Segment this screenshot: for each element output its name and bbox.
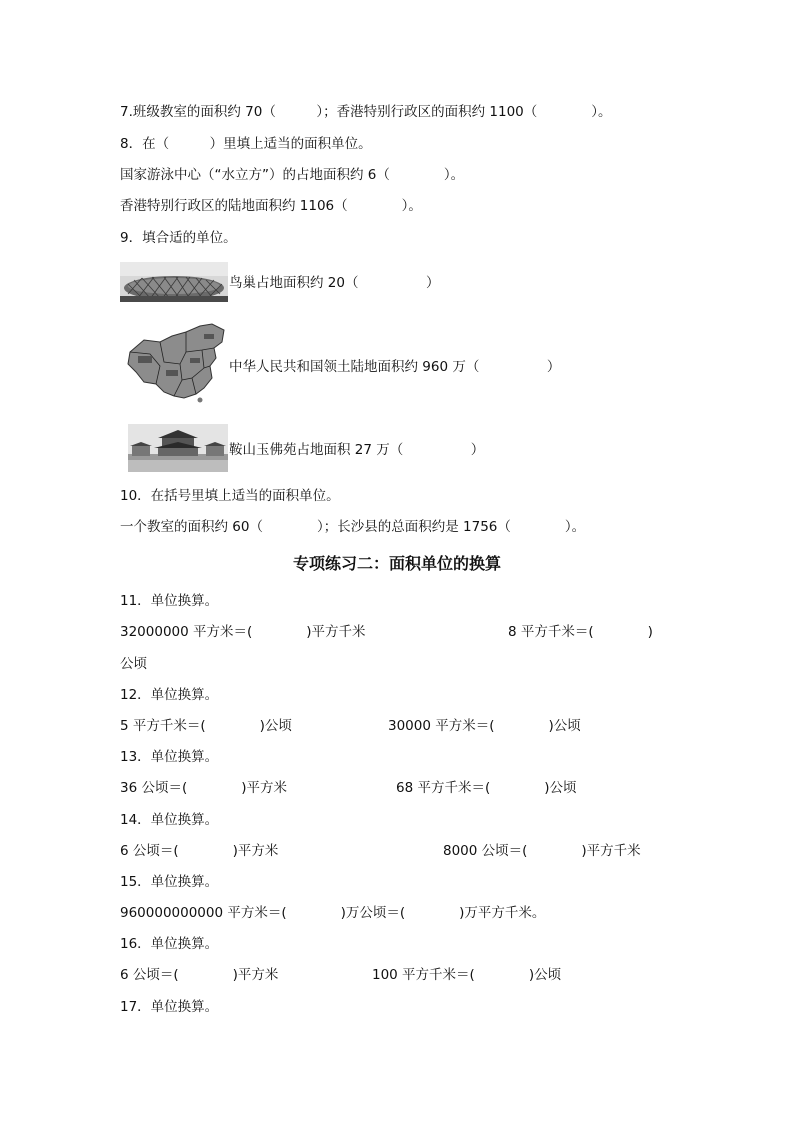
q9-item2: 中华人民共和国领土陆地面积约 960 万（ ）: [229, 359, 561, 375]
temple-image: [128, 424, 236, 472]
q8-line2: 香港特别行政区的陆地面积约 1106（ ）。: [120, 198, 422, 214]
q9-item1: 鸟巢占地面积约 20（ ）: [229, 275, 440, 291]
q12-title: 12．单位换算。: [120, 687, 219, 703]
section-title: 专项练习二：面积单位的换算: [292, 554, 501, 573]
q13-b: 68 平方千米＝( )公顷: [396, 780, 577, 796]
bird-nest-image: [120, 262, 228, 302]
q7-text: 7.班级教室的面积约 70（ ）；香港特别行政区的面积约 1100（ ）。: [120, 104, 612, 120]
q11-a: 32000000 平方米＝( )平方千米: [120, 624, 366, 640]
yufo-temple-photo: [128, 424, 228, 472]
q13-a: 36 公顷＝( )平方米: [120, 780, 288, 796]
q14-title: 14．单位换算。: [120, 812, 219, 828]
q13-title: 13．单位换算。: [120, 749, 219, 765]
q10-title: 10．在括号里填上适当的面积单位。: [120, 488, 340, 504]
q12-a: 5 平方千米＝( )公顷: [120, 718, 292, 734]
q9-title: 9．填合适的单位。: [120, 230, 237, 246]
q8-line1: 国家游泳中心（“水立方”）的占地面积约 6（ ）。: [120, 167, 465, 183]
q16-title: 16．单位换算。: [120, 936, 219, 952]
china-map-illustration: [120, 322, 228, 404]
q12-b: 30000 平方米＝( )公顷: [388, 718, 581, 734]
china-map-image: [120, 322, 228, 404]
q16-a: 6 公顷＝( )平方米: [120, 967, 279, 983]
q15-a: 960000000000 平方米＝( )万公顷＝( )万平方千米。: [120, 905, 546, 921]
q14-b: 8000 公顷＝( )平方千米: [443, 843, 641, 859]
q17-title: 17．单位换算。: [120, 999, 219, 1015]
q15-title: 15．单位换算。: [120, 874, 219, 890]
q8-title: 8．在（ ）里填上适当的面积单位。: [120, 136, 372, 152]
q14-a: 6 公顷＝( )平方米: [120, 843, 279, 859]
q11-b-unit: 公顷: [120, 656, 147, 672]
bird-nest-stadium-photo: [120, 262, 228, 302]
q11-title: 11．单位换算。: [120, 593, 219, 609]
q10-text: 一个教室的面积约 60（ ）；长沙县的总面积约是 1756（ ）。: [120, 519, 586, 535]
q11-b: 8 平方千米＝( ): [508, 624, 653, 640]
q16-b: 100 平方千米＝( )公顷: [372, 967, 562, 983]
q9-item3: 鞍山玉佛苑占地面积 27 万（ ）: [229, 442, 485, 458]
